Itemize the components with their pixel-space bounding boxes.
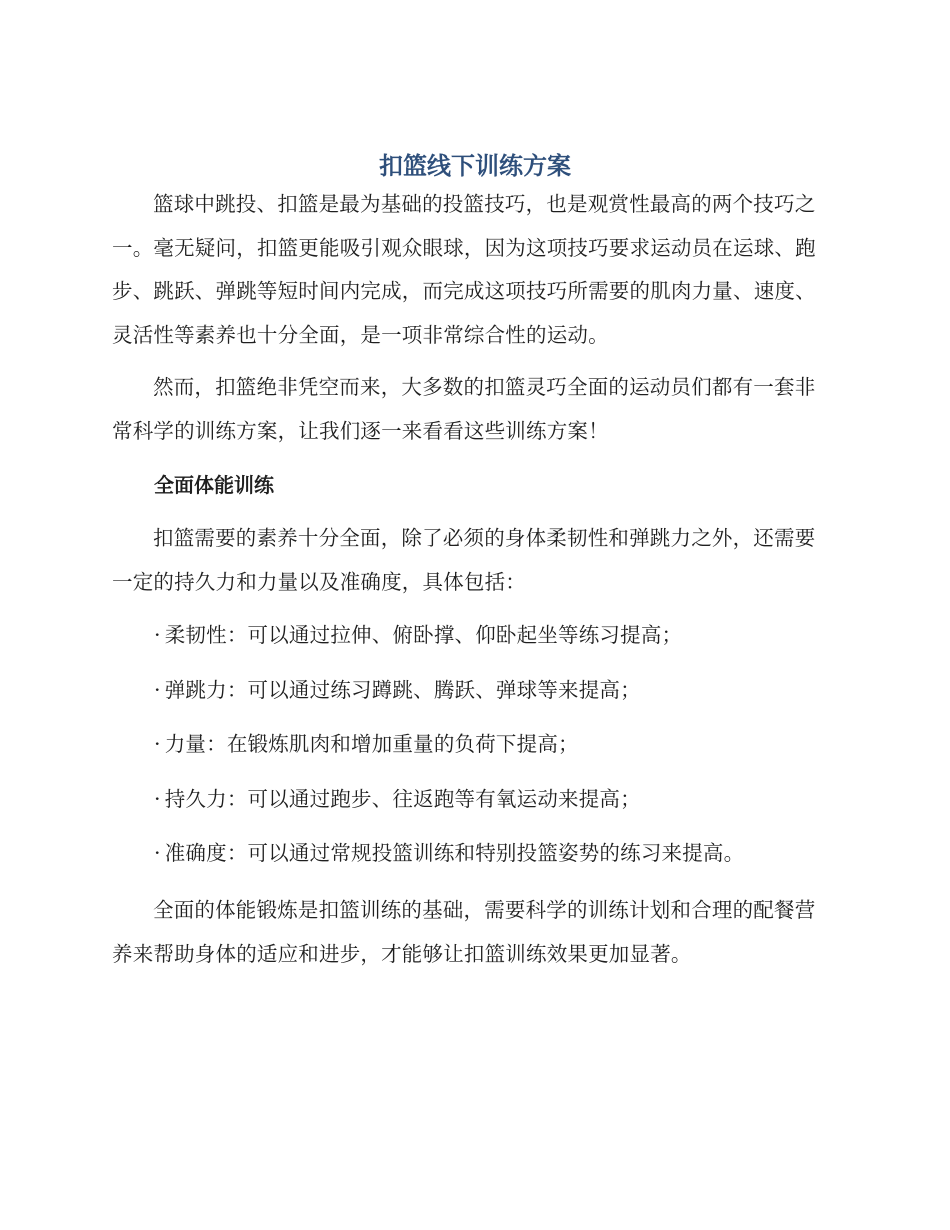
intro-paragraph: 篮球中跳投、扣篮是最为基础的投篮技巧，也是观赏性最高的两个技巧之一。毫无疑问，扣篮更能吸引观众眼球，因为这项技巧要求运动员在运球、跑步、跳跃、弹跳等短时间内完成，而完成这项技巧所需要的肌肉力量、速度、灵活性等素养也十分全面，是一项非常综合性的运动。 xyxy=(112,192,816,347)
document-title: 扣篮线下训练方案 xyxy=(379,152,571,180)
list-item-text: 持久力：可以通过跑步、往返跑等有氧运动来提高； xyxy=(164,786,641,811)
bullet-marker: · xyxy=(154,623,161,647)
list-item-text: 弹跳力：可以通过练习蹲跳、腾跃、弹球等来提高； xyxy=(164,677,641,702)
second-paragraph: 然而，扣篮绝非凭空而来，大多数的扣篮灵巧全面的运动员们都有一套非常科学的训练方案，让我们逐一来看看这些训练方案！ xyxy=(112,375,816,443)
bullet-marker: · xyxy=(154,786,161,811)
list-item xyxy=(154,833,744,888)
list-item-text: 柔韧性：可以通过拉伸、俯卧撑、仰卧起坐等练习提高； xyxy=(164,623,683,647)
section-intro-paragraph: 扣篮需要的素养十分全面，除了必须的身体柔韧性和弹跳力之外，还需要一定的持久力和力量以及准确度，具体包括： xyxy=(112,526,816,594)
list-item-text: 力量：在锻炼肌肉和增加重量的负荷下提高； xyxy=(164,732,579,756)
bullet-marker: · xyxy=(154,841,161,865)
bullet-list xyxy=(154,615,744,888)
section-heading: 全面体能训练 xyxy=(154,473,274,497)
list-item-text: 准确度：可以通过常规投篮训练和特别投篮姿势的练习来提高。 xyxy=(164,841,745,865)
list-item xyxy=(154,670,744,725)
list-item xyxy=(154,724,744,779)
bullet-marker: · xyxy=(154,677,161,702)
list-item xyxy=(154,615,744,670)
conclusion-paragraph: 全面的体能锻炼是扣篮训练的基础，需要科学的训练计划和合理的配餐营养来帮助身体的适应和进步，才能够让扣篮训练效果更加显著。 xyxy=(112,898,816,966)
list-item xyxy=(154,779,744,834)
bullet-marker: · xyxy=(154,732,161,756)
